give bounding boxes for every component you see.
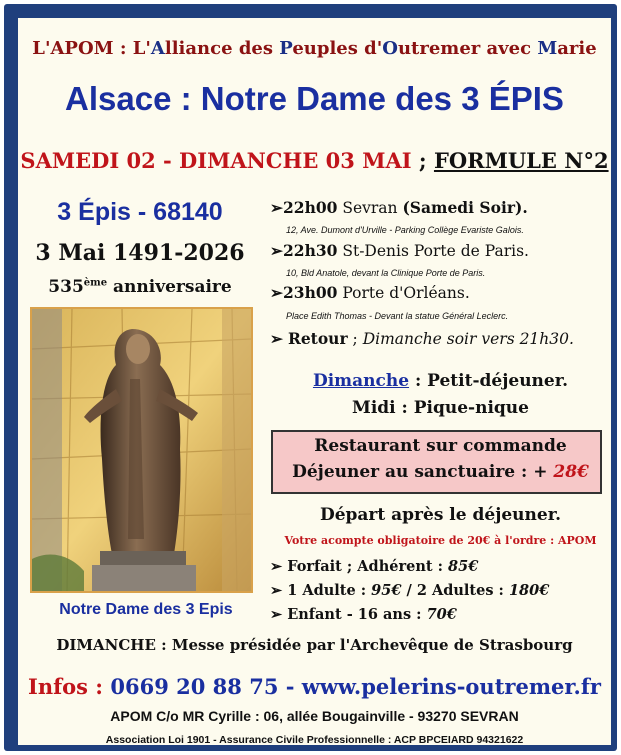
price-item: ➢ Enfant - 16 ans : 70€: [270, 606, 457, 623]
poster-frame: [4, 4, 617, 751]
years-heading: 3 Mai 1491-2026: [35, 240, 245, 266]
deposit-notice: Votre acompte obligatoire de 20€ à l'ordre : APOM: [284, 534, 597, 547]
sunday-breakfast: Dimanche : Petit-déjeuner.: [312, 371, 569, 391]
poster-body: [18, 18, 611, 745]
statue-illustration: [32, 309, 251, 591]
restaurant-line: Restaurant sur commande: [314, 436, 567, 456]
dates-line: SAMEDI 02 - DIMANCHE 03 MAI ; FORMULE N°2: [20, 148, 609, 173]
statue-photo: [30, 307, 253, 593]
lunch-price: 28€: [553, 462, 589, 482]
schedule-item: ➢22h30 St-Denis Porte de Paris.: [270, 241, 529, 260]
place-heading: 3 Épis - 68140: [57, 198, 223, 226]
association-line: Association Loi 1901 - Assurance Civile Professionnelle : ACP BPCEIARD 94321622: [105, 734, 524, 746]
schedule-detail: 12, Ave. Dumont d'Urville - Parking Collège Evariste Galois.: [286, 225, 524, 235]
photo-caption: Notre Dame des 3 Epis: [59, 601, 233, 618]
noon-picnic: Midi : Pique-nique: [352, 398, 529, 418]
formule-label: FORMULE N°2: [433, 148, 609, 173]
schedule-item: ➢23h00 Porte d'Orléans.: [270, 283, 470, 302]
address-line: APOM C/o MR Cyrille : 06, allée Bougainville - 93270 SEVRAN: [110, 708, 519, 724]
schedule-detail: 10, Bld Anatole, devant la Clinique Porte de Paris.: [286, 268, 486, 278]
page-title: Alsace : Notre Dame des 3 ÉPIS: [65, 80, 564, 117]
organization-line: L'APOM : L'Alliance des Peuples d'Outremer avec Marie: [32, 38, 597, 59]
departure-line: Départ après le déjeuner.: [319, 505, 562, 525]
dates-text: SAMEDI 02 - DIMANCHE 03 MAI: [20, 148, 412, 173]
price-item: ➢ 1 Adulte : 95€ / 2 Adultes : 180€: [270, 582, 550, 599]
schedule-detail: Place Edith Thomas - Devant la statue Général Leclerc.: [286, 311, 509, 321]
contact-info-link[interactable]: 0669 20 88 75 - www.pelerins-outremer.fr: [110, 674, 601, 699]
anniversary-line: 535ème anniversaire: [48, 277, 232, 297]
price-item: ➢ Forfait ; Adhérent : 85€: [270, 558, 479, 575]
sunday-link[interactable]: Dimanche: [312, 371, 410, 391]
lunch-line: Déjeuner au sanctuaire : + 28€: [292, 462, 589, 482]
schedule-item: ➢22h00 Sevran (Samedi Soir).: [270, 198, 528, 217]
return-line: ➢ Retour ; Dimanche soir vers 21h30.: [270, 329, 574, 348]
mass-line: DIMANCHE : Messe présidée par l'Archevêque de Strasbourg: [56, 636, 573, 654]
contact-line: Infos : 0669 20 88 75 - www.pelerins-outremer.fr: [28, 674, 601, 699]
